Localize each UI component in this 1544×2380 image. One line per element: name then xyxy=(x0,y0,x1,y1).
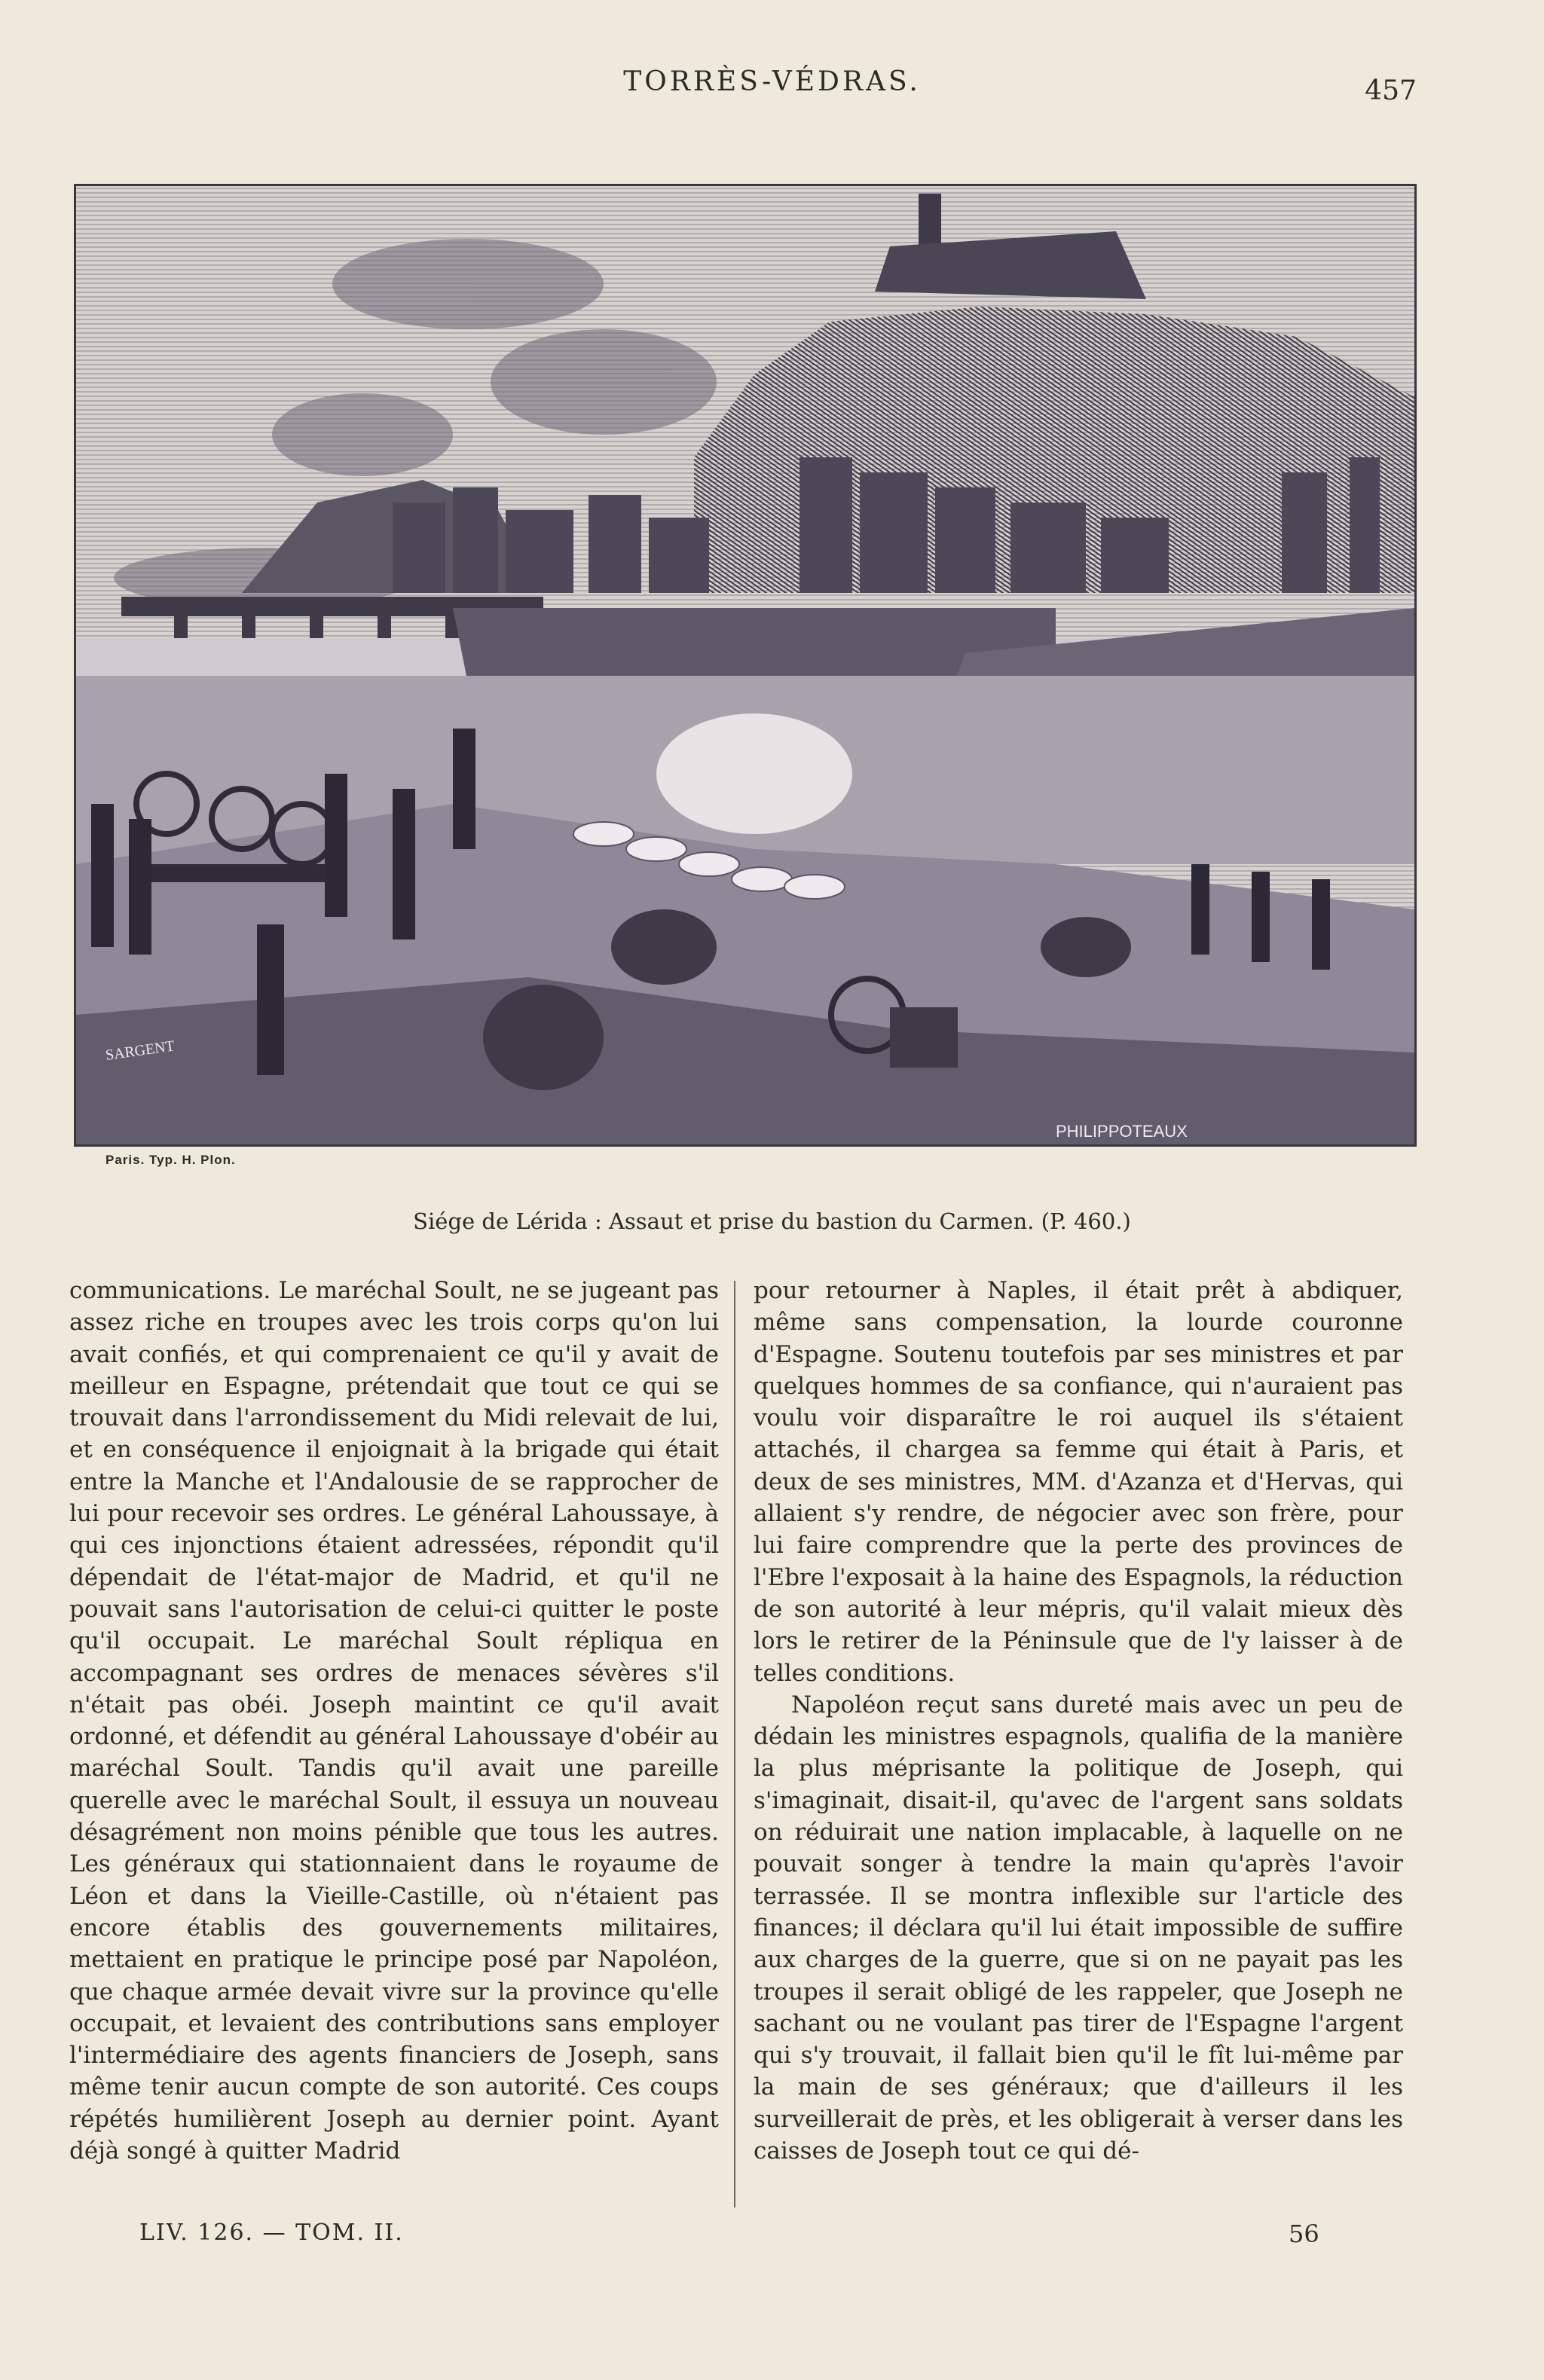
right-column xyxy=(754,1275,1403,2167)
footer-signature-number: 56 xyxy=(1289,2220,1319,2248)
footer-livraison: LIV. 126. — TOM. II. xyxy=(139,2220,404,2246)
paragraph: communications. Le maréchal Soult, ne se jugeant pas assez riche en troupes avec les trois corps qu'on lui avait confiés, et qui comprenaient ce qu'il y avait de meilleur en Espagne, prétendait que tout ce qui se trouvait dans l'arrondissement du Midi relevait de lui, et en conséquence il enjoignait à la brigade qui était entre la Manche et l'Andalousie de se rapprocher de lui pour recevoir ses ordres. Le général Lahoussaye, à qui ces injonctions étaient adressées, répondit qu'il dépendait de l'état-major de Madrid, et qu'il ne pouvait sans l'autorisation de celui-ci quitter le poste qu'il occupait. Le maréchal Soult répliqua en accompagnant ses ordres de menaces sévères s'il n'était pas obéi. Joseph maintint ce qu'il avait ordonné, et défendit au général Lahoussaye d'obéir au maréchal Soult. Tandis qu'il avait une pareille querelle avec le maréchal Soult, il essuya un nouveau désagrément non moins pénible que tous les autres. Les généraux qui stationnaient dans le royaume de Léon et dans la Vieille-Castille, où n'étaient pas encore établis des gouvernements militaires, mettaient en pratique le principe posé par Napoléon, que chaque armée devait vivre sur la province qu'elle occupait, et levaient des contributions sans employer l'intermédiaire des agents financiers de Joseph, sans même tenir aucun compte de son autorité. Ces coups répétés humilièrent Joseph au dernier point. Ayant déjà songé à quitter Madrid xyxy=(69,1277,719,2165)
running-head-title: TORRÈS-VÉDRAS. xyxy=(623,66,921,97)
explosion-smoke xyxy=(656,713,852,834)
paragraph: pour retourner à Naples, il était prêt à abdiquer, même sans compensation, la lourde couronne d'Espagne. Soutenu toutefois par ses ministres et par quelques hommes de sa confiance, qui n'auraient pas voulu voir disparaître le roi auquel ils s'étaient attachés, il chargea sa femme qui était à Paris, et deux de ses ministres, MM. d'Azanza et d'Hervas, qui allaient s'y rendre, de négocier avec son frère, pour lui faire comprendre que la perte des provinces de l'Ebre l'exposait à la haine des Espagnols, la réduction de son autorité à leur mépris, qu'il valait mieux dès lors le retirer de la Péninsule que de l'y laisser à de telles conditions. xyxy=(754,1277,1403,1687)
engraver-signature-right: PHILIPPOTEAUX xyxy=(1056,1122,1188,1141)
column-divider xyxy=(734,1281,735,2207)
page-number: 457 xyxy=(1365,75,1417,106)
left-column xyxy=(69,1275,719,2167)
engraver-signature-left: SARGENT xyxy=(104,1037,176,1064)
paragraph: Napoléon reçut sans dureté mais avec un peu de dédain les ministres espagnols, qualifia de la manière la plus méprisante la politique de Joseph, qui s'imaginait, disait-il, qu'avec de l'argent sans soldats on réduirait une nation implacable, à laquelle on ne pouvait songer à tendre la main qu'après l'avoir terrassée. Il se montra inflexible sur l'article des finances; il déclara qu'il lui était impossible de suffire aux charges de la guerre, que si on ne payait pas les troupes il serait obligé de les rappeler, que Joseph ne sachant ou ne voulant pas tirer de l'Espagne l'argent qui s'y trouvait, il fallait bien qu'il le fît lui-même par la main de ses généraux; que d'ailleurs il les surveillerait de près, et les obligerait à verser dans les caisses de Joseph tout ce qui dé- xyxy=(754,1691,1403,2165)
engraving-illustration xyxy=(74,184,1417,1147)
printer-credit: Paris. Typ. H. Plon. xyxy=(105,1153,236,1167)
illustration-caption: Siége de Lérida : Assaut et prise du bastion du Carmen. (P. 460.) xyxy=(413,1208,1131,1234)
